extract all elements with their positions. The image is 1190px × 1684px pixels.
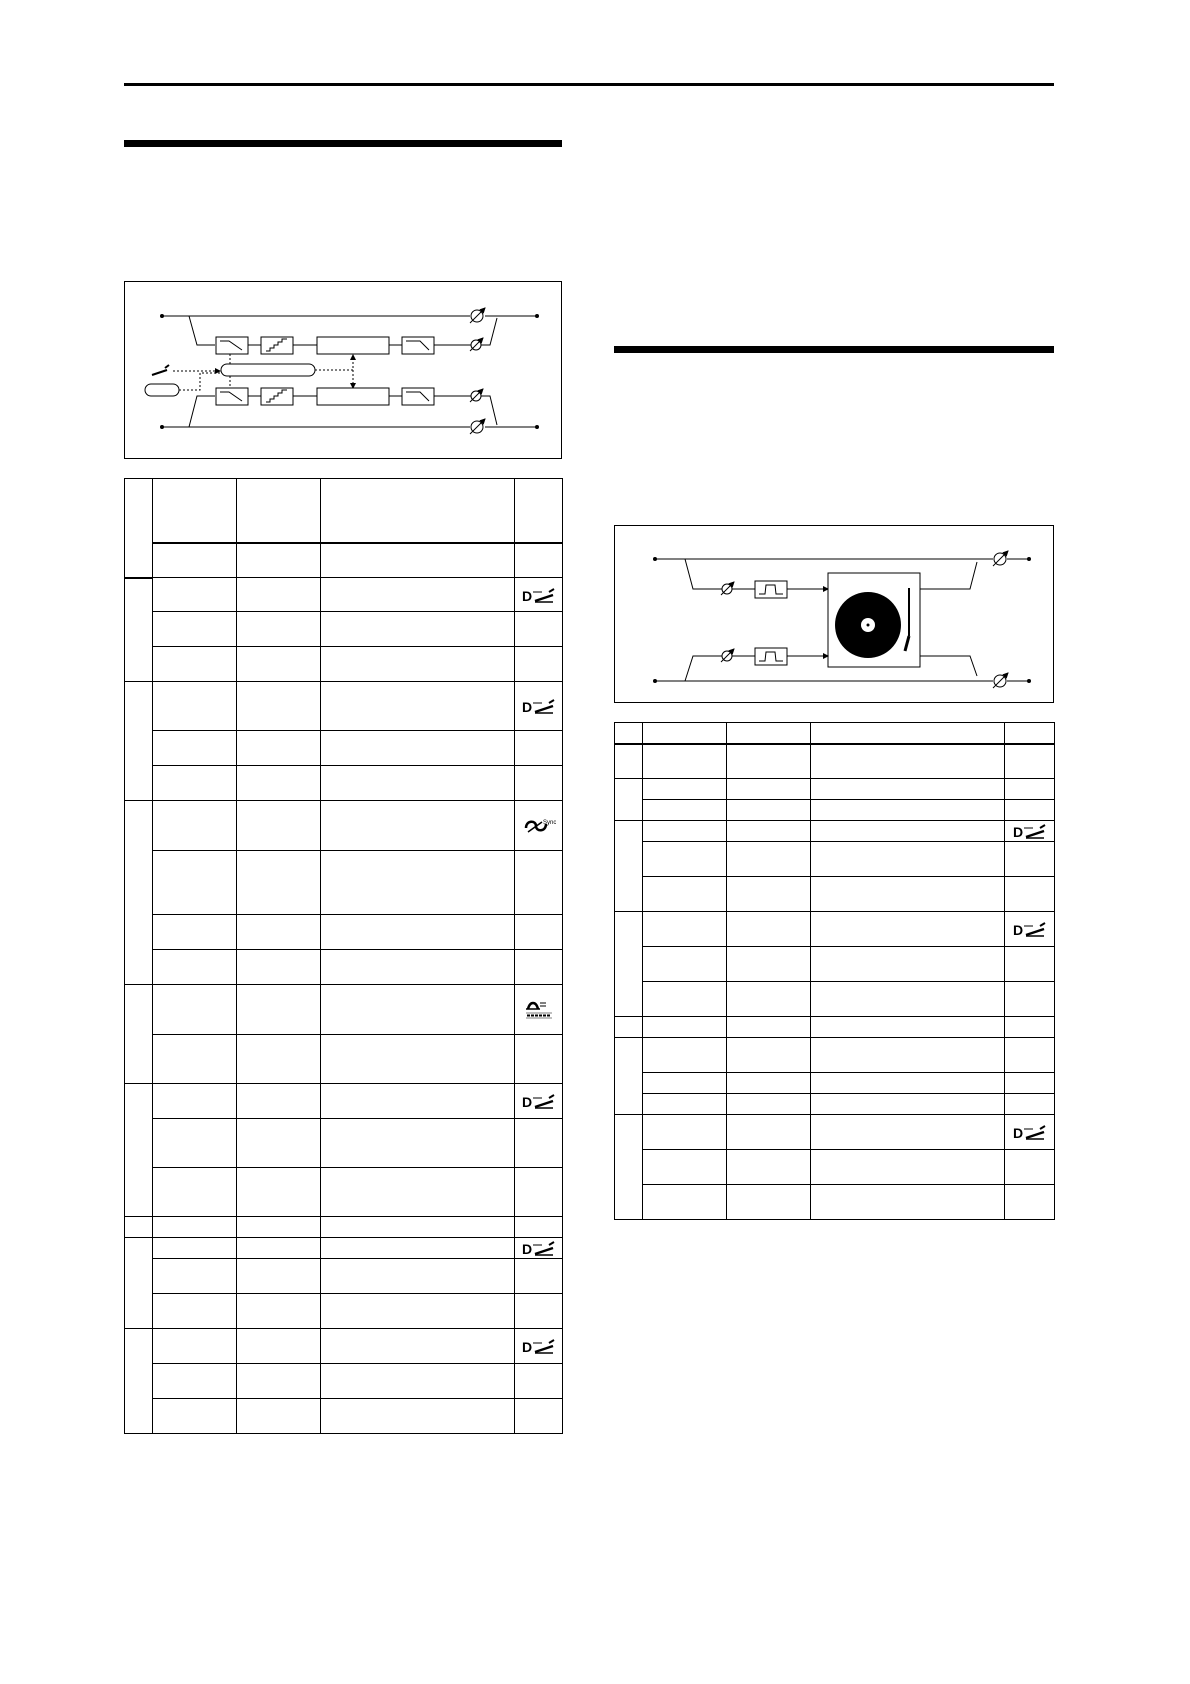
table-cell [643,842,727,877]
table-cell [321,766,515,801]
table-cell [321,1217,515,1238]
table-cell [643,1185,727,1220]
table-cell [515,1119,563,1168]
table-row [125,1329,563,1364]
table-cell [811,779,1005,800]
table-cell [153,479,237,543]
table-cell [615,744,643,779]
table-cell [153,1399,237,1434]
table-cell [811,1038,1005,1073]
table-cell [811,1073,1005,1094]
table-cell [153,578,237,612]
table-row [615,912,1055,947]
table-cell [811,982,1005,1017]
table-cell [811,912,1005,947]
table-cell [515,1364,563,1399]
dmod-icon [515,1238,563,1259]
table-cell [615,723,643,744]
table-cell [321,1259,515,1294]
table-cell [321,985,515,1035]
table-cell [515,647,563,682]
bpf-block-top [755,581,787,598]
table-cell [515,1294,563,1329]
svg-text:Sync: Sync [542,819,556,826]
table-row [615,1073,1055,1094]
table-cell [321,851,515,915]
table-cell [615,1017,643,1038]
table-row [125,1399,563,1434]
table-cell [321,1035,515,1084]
table-cell [1005,1017,1055,1038]
left-parameter-table [124,478,563,1434]
table-cell [1005,842,1055,877]
table-row [125,950,563,985]
table-cell [811,723,1005,744]
table-row [125,578,563,612]
bpm-sync-icon [515,801,563,851]
table-cell [615,1038,643,1115]
table-cell [727,1115,811,1150]
mfx-common-icon [515,985,563,1035]
table-cell [321,1329,515,1364]
table-row [615,744,1055,779]
table-cell [1005,1073,1055,1094]
table-cell [237,1035,321,1084]
table-row [125,682,563,731]
table-row [125,1084,563,1119]
table-cell [515,950,563,985]
table-row [125,915,563,950]
table-cell [811,1185,1005,1220]
table-cell [515,1399,563,1434]
sampling-block-top [317,337,389,354]
table-cell [125,985,153,1084]
table-cell [1005,744,1055,779]
table-cell [727,1094,811,1115]
lfo-modulation-pill [221,364,315,376]
table-cell [515,1168,563,1217]
table-cell [237,578,321,612]
table-row [615,779,1055,800]
table-cell [125,479,153,578]
table-cell [1005,800,1055,821]
table-cell [1005,982,1055,1017]
table-cell [727,982,811,1017]
table-cell [321,1119,515,1168]
table-cell [727,947,811,982]
table-cell [237,851,321,915]
table-row [125,1119,563,1168]
lpf-block-top [216,337,248,354]
table-row [125,1168,563,1217]
table-cell [615,1115,643,1220]
table-cell [811,877,1005,912]
table-cell [643,723,727,744]
table-cell [237,647,321,682]
table-cell [153,950,237,985]
table-row [125,1035,563,1084]
table-cell [237,985,321,1035]
table-row [125,851,563,915]
table-cell [1005,947,1055,982]
table-cell [727,800,811,821]
table-row [125,1294,563,1329]
table-cell [125,578,153,682]
table-cell [643,744,727,779]
table-cell [237,1084,321,1119]
table-cell [615,912,643,1017]
table-cell [237,1364,321,1399]
table-cell [153,766,237,801]
table-cell [727,723,811,744]
right-section-rule [614,346,1054,353]
table-row [125,801,563,851]
table-row [615,1038,1055,1073]
left-section-rule [124,140,562,147]
table-cell [237,1294,321,1329]
table-cell [153,1329,237,1364]
table-cell [153,801,237,851]
sampling-block-bottom [317,388,389,405]
svg-text:D: D [1012,824,1023,840]
table-cell [153,731,237,766]
table-cell [153,682,237,731]
table-cell [643,1150,727,1185]
turntable-flow-svg [615,526,1053,702]
table-cell [125,801,153,985]
table-cell [153,1217,237,1238]
svg-text:D: D [521,699,532,715]
table-row [615,723,1055,744]
dmod-icon [1005,821,1055,842]
table-cell [643,821,727,842]
table-cell [643,1073,727,1094]
table-cell [515,851,563,915]
table-cell [321,1084,515,1119]
table-cell [727,1185,811,1220]
table-cell [153,612,237,647]
table-cell [237,766,321,801]
table-row [125,543,563,578]
table-cell [153,543,237,578]
table-cell [153,851,237,915]
table-row [615,982,1055,1017]
table-cell [1005,1150,1055,1185]
table-cell [643,1017,727,1038]
svg-text:D: D [521,1094,532,1110]
table-cell [321,731,515,766]
table-row [615,1017,1055,1038]
table-cell [321,801,515,851]
table-cell [237,543,321,578]
table-cell [727,744,811,779]
table-cell [1005,877,1055,912]
table-cell [237,1259,321,1294]
table-row [125,612,563,647]
table-cell [237,612,321,647]
vinyl-turntable-signal-flow-diagram [614,525,1054,703]
table-cell [321,647,515,682]
table-cell [125,1329,153,1434]
table-row [615,877,1055,912]
table-row [125,985,563,1035]
table-row [615,1185,1055,1220]
svg-text:D: D [1012,1125,1023,1141]
mod-source-pill [145,384,179,396]
svg-text:D: D [521,1241,532,1257]
table-cell [237,682,321,731]
table-cell [321,682,515,731]
table-row [125,1364,563,1399]
table-cell [727,1150,811,1185]
table-row [615,800,1055,821]
table-cell [153,1035,237,1084]
table-row [615,1150,1055,1185]
table-cell [321,915,515,950]
table-cell [237,731,321,766]
table-cell [237,1119,321,1168]
table-row [125,731,563,766]
table-cell [237,1399,321,1434]
table-cell [321,1364,515,1399]
filter-block-top [402,337,434,354]
table-row [615,1115,1055,1150]
bpf-block-bottom [755,648,787,665]
table-cell [643,947,727,982]
table-cell [153,1168,237,1217]
table-cell [153,985,237,1035]
table-cell [153,647,237,682]
table-cell [811,947,1005,982]
table-cell [727,821,811,842]
table-cell [237,950,321,985]
table-cell [237,1217,321,1238]
table-row [615,821,1055,842]
table-cell [1005,1185,1055,1220]
table-cell [727,1073,811,1094]
table-cell [811,800,1005,821]
table-cell [321,578,515,612]
svg-text:D: D [521,1339,532,1355]
table-cell [643,800,727,821]
table-cell [125,682,153,801]
table-cell [237,801,321,851]
table-cell [615,779,643,821]
table-cell [811,821,1005,842]
table-cell [237,479,321,543]
table-cell [153,915,237,950]
table-cell [1005,1094,1055,1115]
table-cell [153,1294,237,1329]
svg-text:D: D [1012,922,1023,938]
table-cell [811,1115,1005,1150]
signal-flow-svg [125,282,561,458]
table-cell [237,915,321,950]
table-cell [321,1294,515,1329]
table-cell [153,1364,237,1399]
dmod-icon [515,578,563,612]
table-cell [727,1038,811,1073]
table-cell [321,1238,515,1259]
table-cell [811,744,1005,779]
dmod-icon [515,682,563,731]
table-cell [643,1038,727,1073]
table-cell [643,912,727,947]
table-cell [153,1259,237,1294]
table-cell [321,543,515,578]
table-cell [727,877,811,912]
table-cell [515,1035,563,1084]
table-cell [727,779,811,800]
right-parameter-table [614,722,1055,1220]
table-cell [811,1094,1005,1115]
table-cell [1005,723,1055,744]
table-cell [153,1119,237,1168]
table-cell [153,1238,237,1259]
table-cell [727,912,811,947]
table-row [125,1259,563,1294]
svg-text:D: D [521,587,532,604]
table-cell [321,612,515,647]
table-row [615,1094,1055,1115]
table-cell [125,1238,153,1329]
table-cell [811,1150,1005,1185]
table-row [615,947,1055,982]
table-cell [125,1084,153,1217]
table-cell [515,915,563,950]
dmod-icon [1005,1115,1055,1150]
table-cell [643,982,727,1017]
table-cell [811,842,1005,877]
table-row [125,479,563,543]
table-cell [615,821,643,912]
table-cell [643,1115,727,1150]
filter-block-bottom [402,388,434,405]
table-row [125,647,563,682]
table-cell [515,479,563,543]
table-cell [237,1238,321,1259]
table-cell [321,950,515,985]
top-rule [124,83,1054,86]
stereo-lofi-signal-flow-diagram [124,281,562,459]
table-cell [811,1017,1005,1038]
table-cell [643,877,727,912]
table-row [615,842,1055,877]
table-cell [643,1094,727,1115]
dmod-icon [515,1329,563,1364]
dmod-icon [1005,912,1055,947]
table-cell [515,1259,563,1294]
table-cell [727,842,811,877]
table-cell [153,1084,237,1119]
table-cell [727,1017,811,1038]
table-cell [125,1217,153,1238]
lpf-block-bottom [216,388,248,405]
table-row [125,766,563,801]
table-cell [515,612,563,647]
table-cell [515,766,563,801]
table-cell [515,1217,563,1238]
table-cell [321,1168,515,1217]
dmod-icon [515,1084,563,1119]
table-row [125,1238,563,1259]
table-cell [1005,779,1055,800]
table-cell [237,1329,321,1364]
table-cell [515,543,563,578]
table-row [125,1217,563,1238]
table-cell [237,1168,321,1217]
table-cell [1005,1038,1055,1073]
table-cell [643,779,727,800]
table-cell [321,479,515,543]
table-cell [515,731,563,766]
table-cell [321,1399,515,1434]
